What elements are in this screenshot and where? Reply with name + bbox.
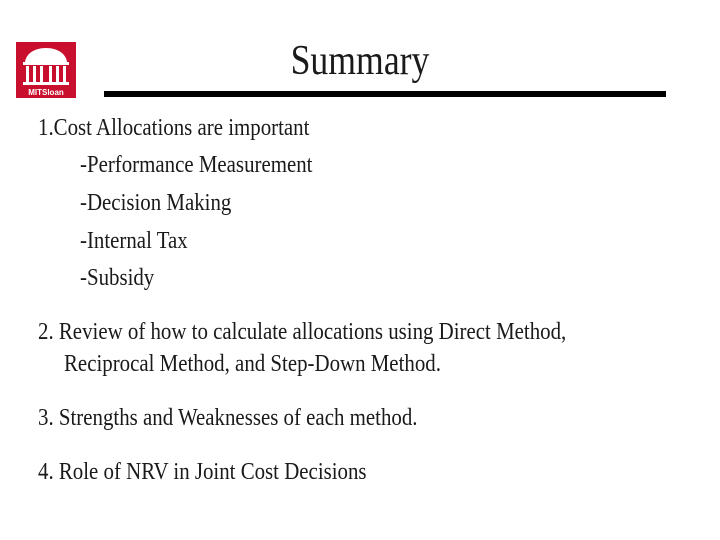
sub-list-item: -Subsidy xyxy=(80,265,155,291)
sub-list-item: -Decision Making xyxy=(80,190,232,216)
title-underline xyxy=(104,91,666,97)
list-item: 1.Cost Allocations are important xyxy=(38,115,310,141)
list-item: 3. Strengths and Weaknesses of each method. xyxy=(38,405,418,431)
mit-sloan-logo xyxy=(16,42,76,98)
logo-text: MITSloan xyxy=(28,88,64,97)
slide-title: Summary xyxy=(290,38,430,84)
sub-list-item: -Performance Measurement xyxy=(80,152,313,178)
list-item: 4. Role of NRV in Joint Cost Decisions xyxy=(38,459,367,485)
list-item: 2. Review of how to calculate allocations using Direct Method, xyxy=(38,319,567,345)
list-item-continuation: Reciprocal Method, and Step-Down Method. xyxy=(64,351,441,377)
sub-list-item: -Internal Tax xyxy=(80,228,188,254)
